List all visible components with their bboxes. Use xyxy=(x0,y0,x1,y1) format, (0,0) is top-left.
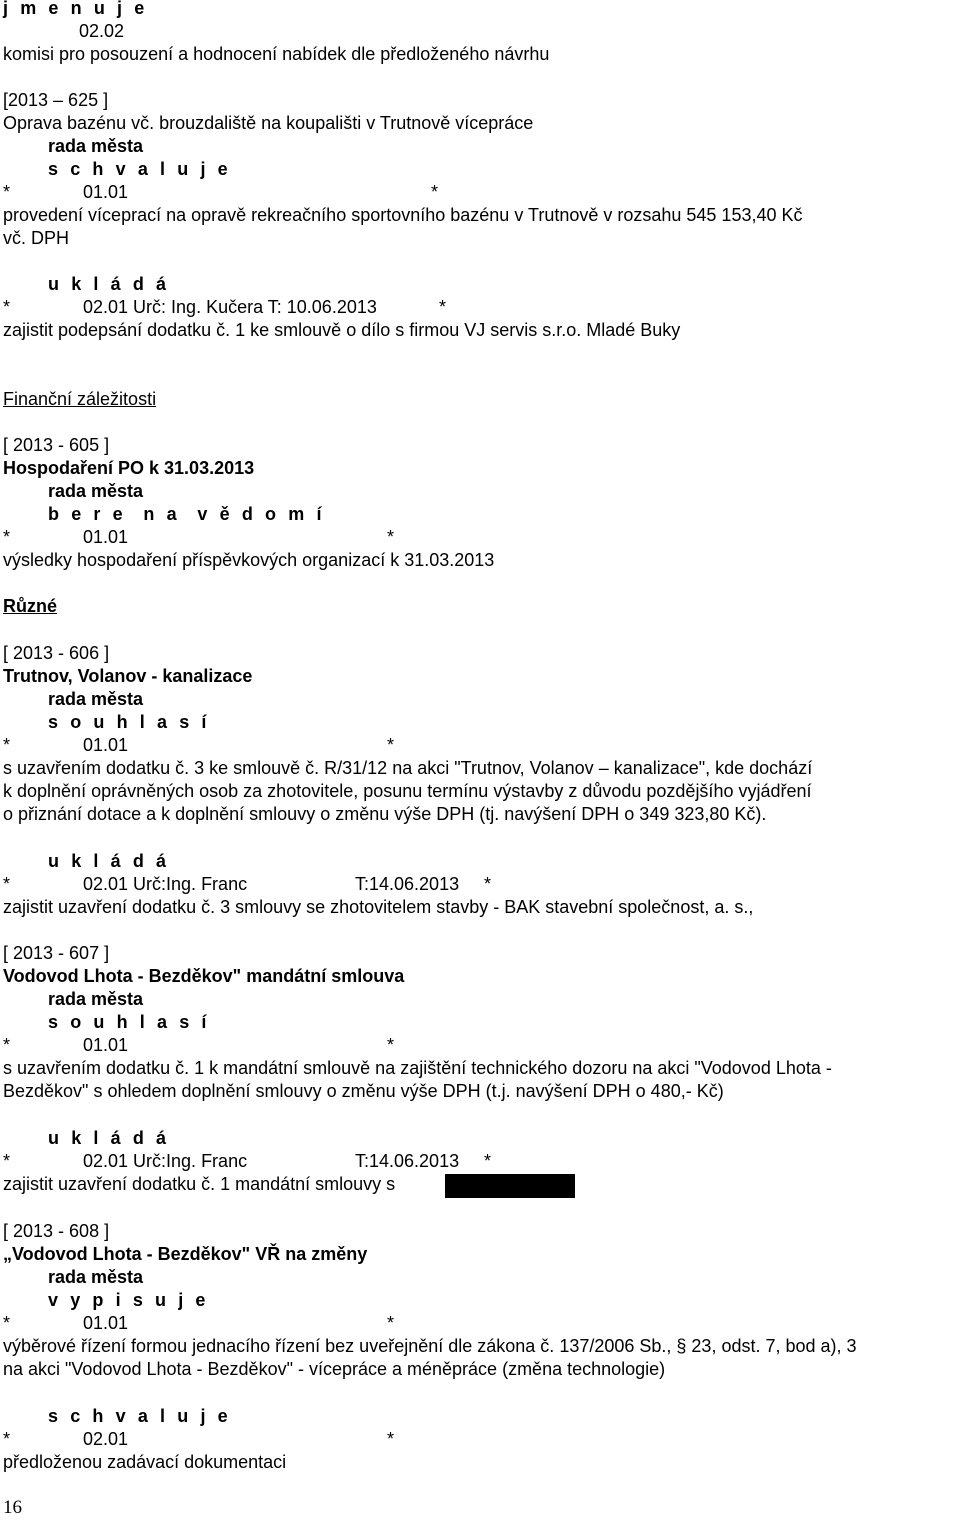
item-number: 01.01 xyxy=(83,1313,129,1333)
item-number: 02.01 xyxy=(83,1429,129,1449)
star-marker: * xyxy=(3,874,11,894)
task-text: zajistit uzavření dodatku č. 3 smlouvy se zhotovitelem stavby - BAK stavební společnost, a. s., xyxy=(3,897,754,917)
verb-bere-na-vedomi: b e r e n a v ě d o m í xyxy=(48,504,326,524)
resolution-title-605: Hospodaření PO k 31.03.2013 xyxy=(3,458,255,478)
star-marker: * xyxy=(387,1035,395,1055)
resolution-id-606: [ 2013 - 606 ] xyxy=(3,643,110,663)
star-marker: * xyxy=(484,874,492,894)
verb-vypisuje: v y p i s u j e xyxy=(48,1290,210,1310)
star-marker: * xyxy=(3,297,11,317)
council-label: rada města xyxy=(48,689,144,709)
verb-schvaluje: s c h v a l u j e xyxy=(48,1406,232,1426)
star-marker: * xyxy=(3,1313,11,1333)
item-number: 01.01 xyxy=(83,1035,129,1055)
item-number: 01.01 xyxy=(83,527,129,547)
task-text: zajistit uzavření dodatku č. 1 mandátní smlouvy s xyxy=(3,1174,396,1194)
star-marker: * xyxy=(484,1151,492,1171)
star-marker: * xyxy=(3,1429,11,1449)
resolution-title-608: „Vodovod Lhota - Bezděkov" VŘ na změny xyxy=(3,1244,368,1264)
verb-schvaluje: s c h v a l u j e xyxy=(48,159,232,179)
task-deadline: T:14.06.2013 xyxy=(355,874,460,894)
item-text: předloženou zadávací dokumentaci xyxy=(3,1452,287,1472)
item-text: výsledky hospodaření příspěvkových organizací k 31.03.2013 xyxy=(3,550,495,570)
verb-jmenuje: j m e n u j e xyxy=(3,0,148,18)
resolution-number: 02.02 xyxy=(79,21,125,41)
council-label: rada města xyxy=(48,989,144,1009)
star-marker: * xyxy=(3,735,11,755)
item-number: 01.01 xyxy=(83,182,129,202)
item-number: 01.01 xyxy=(83,735,129,755)
task-deadline: T:14.06.2013 xyxy=(355,1151,460,1171)
council-label: rada města xyxy=(48,481,144,501)
verb-uklada: u k l á d á xyxy=(48,851,170,871)
item-text: s uzavřením dodatku č. 3 ke smlouvě č. R/31/12 na akci "Trutnov, Volanov – kanalizace", kde dochází xyxy=(3,758,813,778)
star-marker: * xyxy=(387,1313,395,1333)
resolution-text: komisi pro posouzení a hodnocení nabídek dle předloženého návrhu xyxy=(3,44,550,64)
star-marker: * xyxy=(387,735,395,755)
resolution-id-608: [ 2013 - 608 ] xyxy=(3,1221,110,1241)
council-label: rada města xyxy=(48,1267,144,1287)
resolution-id-605: [ 2013 - 605 ] xyxy=(3,435,110,455)
redaction-block xyxy=(445,1174,575,1198)
star-marker: * xyxy=(3,527,11,547)
star-marker: * xyxy=(431,182,439,202)
verb-souhlasi: s o u h l a s í xyxy=(48,712,211,732)
item-text: Bezděkov" s ohledem doplnění smlouvy o změnu výše DPH (t.j. navýšení DPH o 480,- Kč) xyxy=(3,1081,724,1101)
verb-uklada: u k l á d á xyxy=(48,1128,170,1148)
item-text: výběrové řízení formou jednacího řízení bez uveřejnění dle zákona č. 137/2006 Sb., § 23, odst. 7, bod a), 3 xyxy=(3,1336,857,1356)
star-marker: * xyxy=(439,297,447,317)
page-number: 16 xyxy=(3,1497,22,1518)
item-text: vč. DPH xyxy=(3,228,70,248)
resolution-title-606: Trutnov, Volanov - kanalizace xyxy=(3,666,253,686)
resolution-title-625: Oprava bazénu vč. brouzdaliště na koupališti v Trutnově vícepráce xyxy=(3,113,534,133)
item-text: s uzavřením dodatku č. 1 k mandátní smlouvě na zajištění technického dozoru na akci "Vodovod Lhota - xyxy=(3,1058,832,1078)
item-text: o přiznání dotace a k doplnění smlouvy o změnu výše DPH (tj. navýšení DPH o 349 323,80 Kč). xyxy=(3,804,767,824)
council-label: rada města xyxy=(48,136,144,156)
star-marker: * xyxy=(387,527,395,547)
resolution-id-607: [ 2013 - 607 ] xyxy=(3,943,110,963)
item-text: provedení víceprací na opravě rekreačního sportovního bazénu v Trutnově v rozsahu 545 153,40 Kč xyxy=(3,205,803,225)
star-marker: * xyxy=(3,1151,11,1171)
item-text: na akci "Vodovod Lhota - Bezděkov" - vícepráce a méněpráce (změna technologie) xyxy=(3,1359,666,1379)
task-assignment: 02.01 Urč: Ing. Kučera T: 10.06.2013 xyxy=(83,297,377,317)
section-heading-misc: Různé xyxy=(3,596,57,616)
task-assignment: 02.01 Urč:Ing. Franc xyxy=(83,874,248,894)
star-marker: * xyxy=(3,1035,11,1055)
verb-uklada: u k l á d á xyxy=(48,274,170,294)
task-text: zajistit podepsání dodatku č. 1 ke smlouvě o dílo s firmou VJ servis s.r.o. Mladé Buky xyxy=(3,320,681,340)
star-marker: * xyxy=(387,1429,395,1449)
item-text: k doplnění oprávněných osob za zhotovitele, posunu termínu výstavby z důvodu pozdějšího vyjádření xyxy=(3,781,812,801)
task-assignment: 02.01 Urč:Ing. Franc xyxy=(83,1151,248,1171)
resolution-title-607: Vodovod Lhota - Bezděkov" mandátní smlouva xyxy=(3,966,405,986)
star-marker: * xyxy=(3,182,11,202)
resolution-id-625: [2013 – 625 ] xyxy=(3,90,109,110)
verb-souhlasi: s o u h l a s í xyxy=(48,1012,211,1032)
section-heading-financial: Finanční záležitosti xyxy=(3,389,157,409)
